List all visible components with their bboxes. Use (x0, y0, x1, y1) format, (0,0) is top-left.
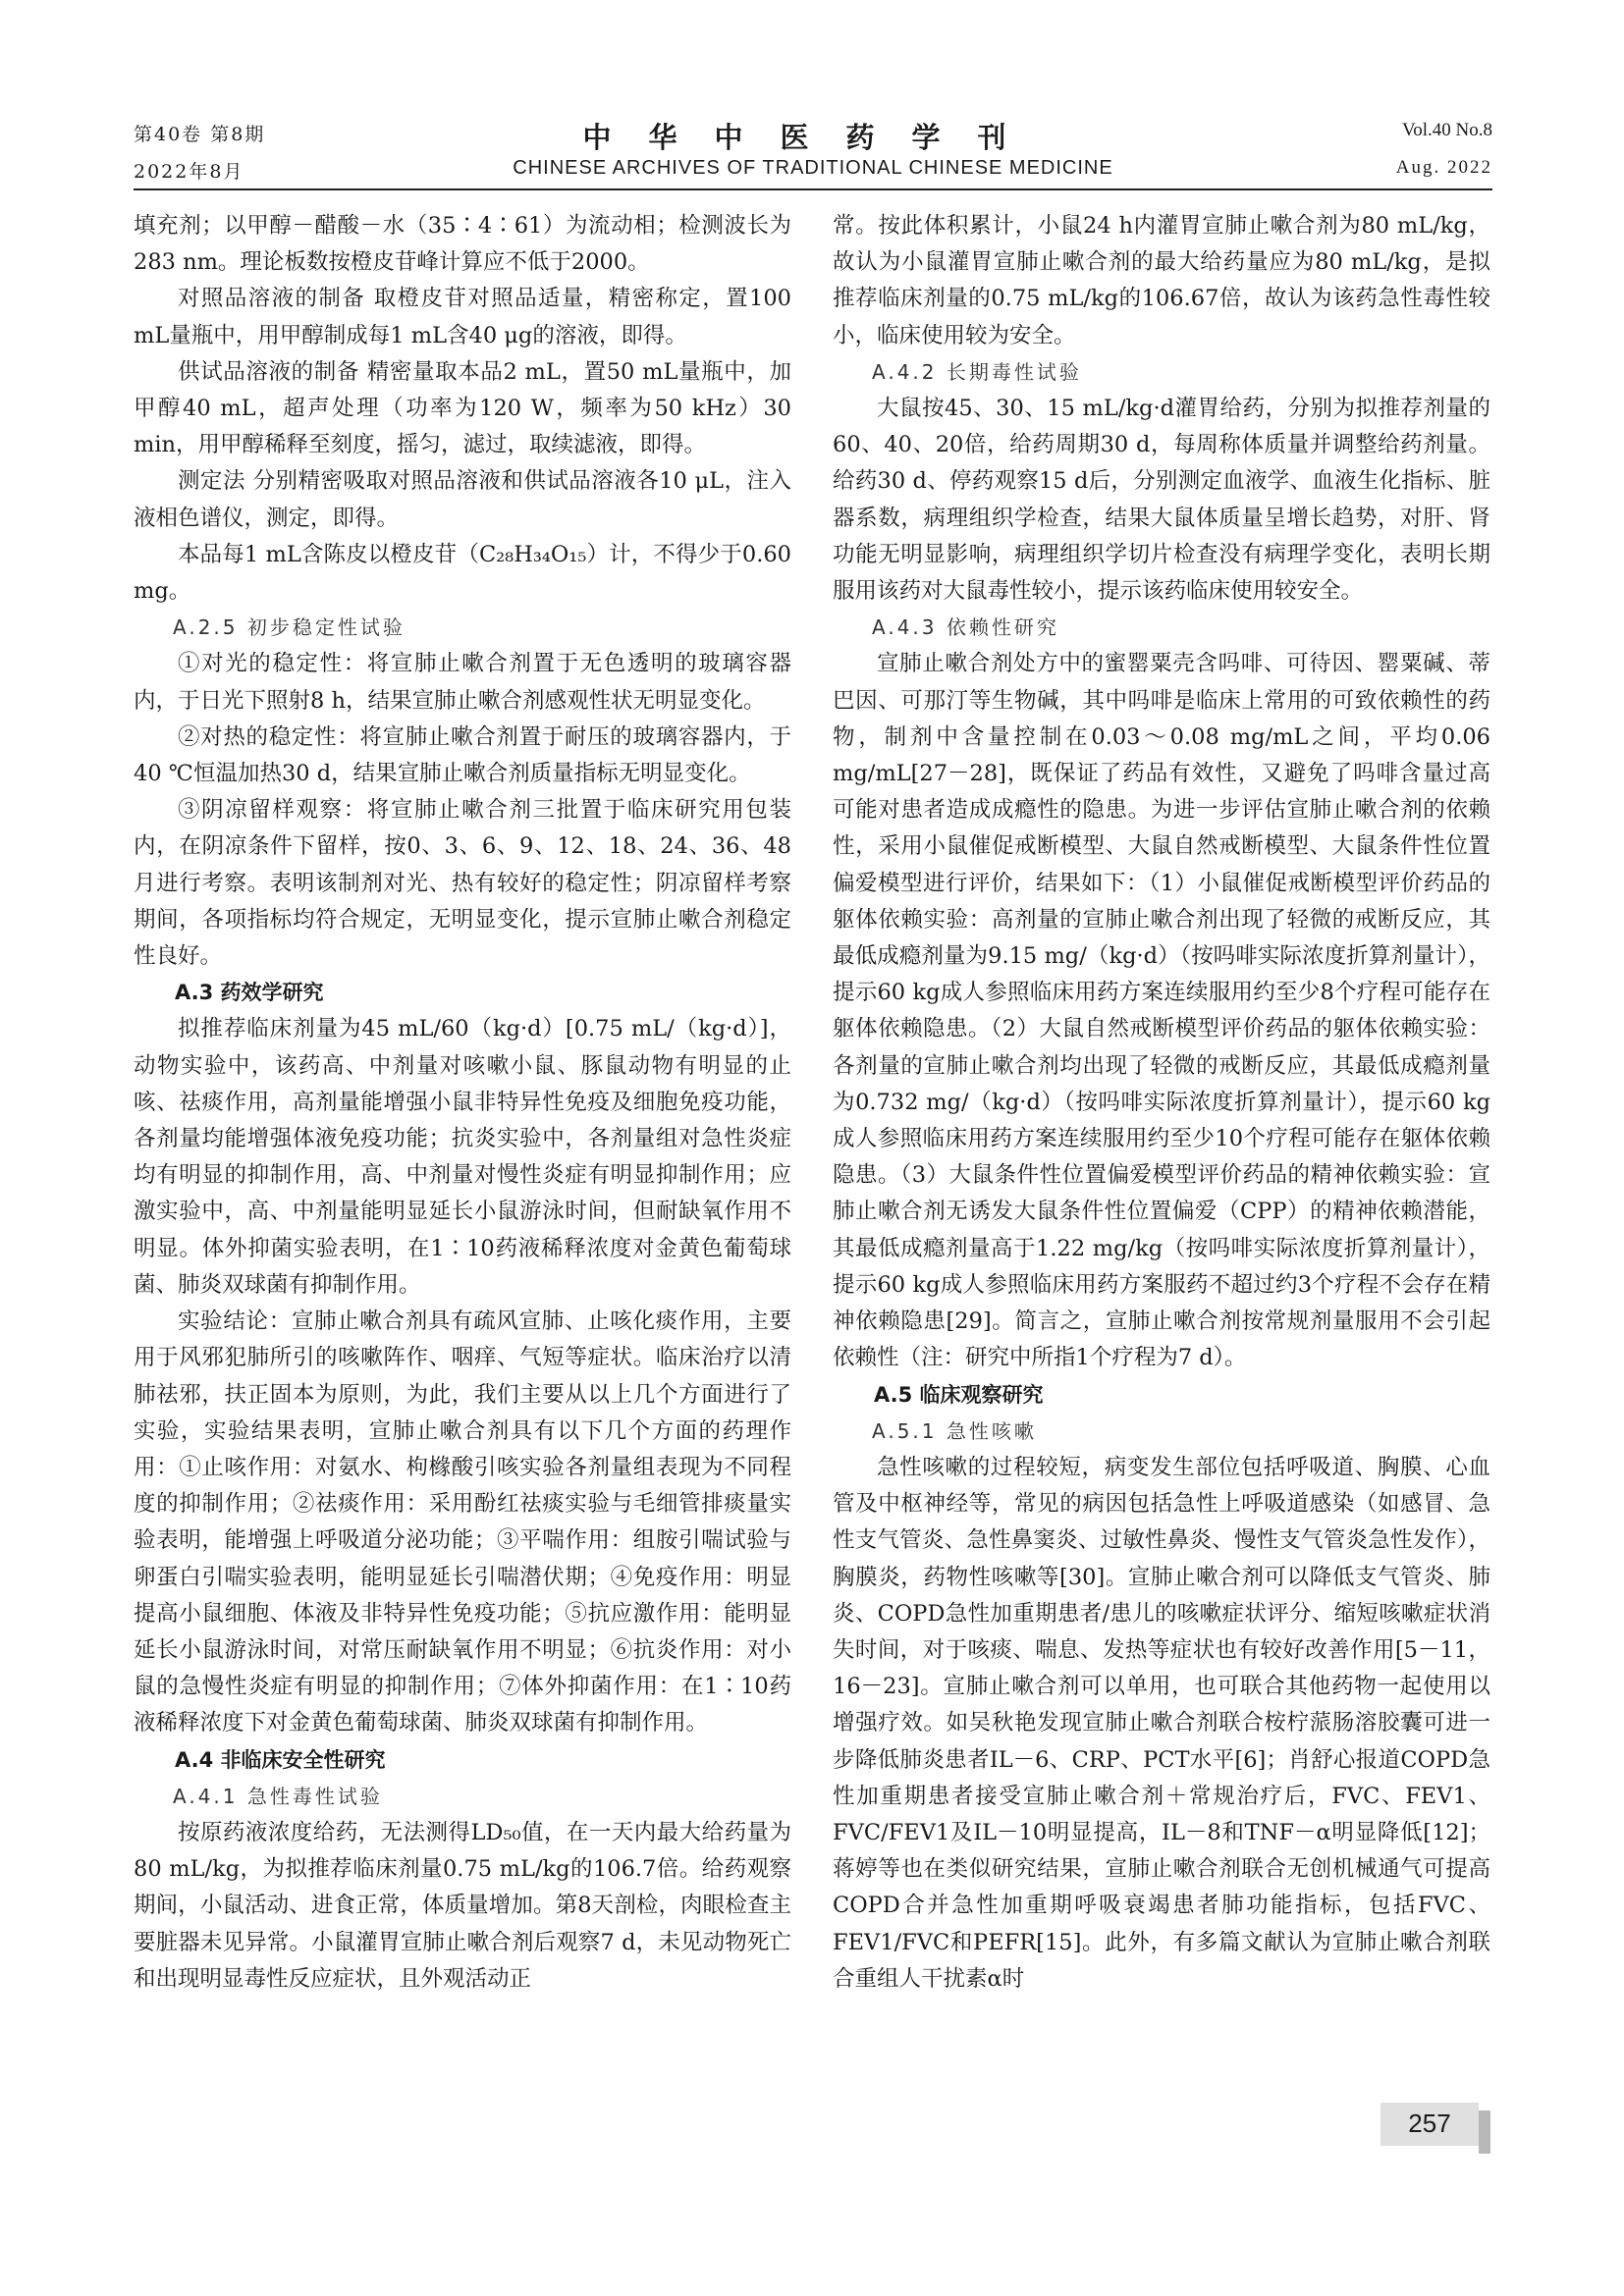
page-number-box (1380, 2103, 1479, 2146)
paragraph: 宣肺止嗽合剂处方中的蜜罂粟壳含吗啡、可待因、罂粟碱、蒂巴因、可那汀等生物碱，其中吗啡是临床上常用的可致依赖性的药物，制剂中含量控制在0.03～0.08 mg/mL之间，平均0.06 mg/mL[27－28]，既保证了药品有效性，又避免了吗啡含量过高可能对患者造成成瘾性的隐患。为进一步评估宣肺止嗽合剂的依赖性，采用小鼠催促戒断模型、大鼠自然戒断模型、大鼠条件性位置偏爱模型进行评价，结果如下：（1）小鼠催促戒断模型评价药品的躯体依赖实验：高剂量的宣肺止嗽合剂出现了轻微的戒断反应，其最低成瘾剂量为9.15 mg/（kg·d）（按吗啡实际浓度折算剂量计），提示60 kg成人参照临床用药方案连续服用约至少8个疗程可能存在躯体依赖隐患。（2）大鼠自然戒断模型评价药品的躯体依赖实验：各剂量的宣肺止嗽合剂均出现了轻微的戒断反应，其最低成瘾剂量为0.732 mg/（kg·d）（按吗啡实际浓度折算剂量计），提示60 kg成人参照临床用药方案连续服用约至少10个疗程可能存在躯体依赖隐患。（3）大鼠条件性位置偏爱模型评价药品的精神依赖实验：宣肺止嗽合剂无诱发大鼠条件性位置偏爱（CPP）的精神依赖潜能，其最低成瘾剂量高于1.22 mg/kg（按吗啡实际浓度折算剂量计），提示60 kg成人参照临床用药方案服药不超过约3个疗程不会存在精神依赖隐患[29]。简言之，宣肺止嗽合剂按常规剂量服用不会引起依赖性（注：研究中所指1个疗程为7 d）。 (833, 651, 1490, 1371)
paragraph: 大鼠按45、30、15 mL/kg·d灌胃给药，分别为拟推荐剂量的60、40、20倍，给药周期30 d，每周称体质量并调整给药剂量。给药30 d、停药观察15 d后，分别测定血液学、血液生化指标、脏器系数，病理组织学检查，结果大鼠体质量呈增长趋势，对肝、肾功能无明显影响，病理组织学切片检查没有病理学变化，表明长期服用该药对大鼠毒性较小，提示该药临床使用较安全。 (833, 396, 1490, 605)
page-number: 257 (1408, 2109, 1451, 2138)
subsection-heading: A.4.2 长期毒性试验 (872, 359, 1082, 384)
left-column (134, 208, 791, 1998)
section-heading: A.3 药效学研究 (175, 981, 324, 1005)
paragraph: 供试品溶液的制备 精密量取本品2 mL，置50 mL量瓶中，加甲醇40 mL，超声处理（功率为120 W，频率为50 kHz）30 min，用甲醇稀释至刻度，摇匀，滤过，取续滤液，即得。 (134, 358, 791, 458)
paragraph: ①对光的稳定性：将宣肺止嗽合剂置于无色透明的玻璃容器内，于日光下照射8 h，结果宣肺止嗽合剂感观性状无明显变化。 (134, 651, 791, 714)
subsection-heading: A.2.5 初步稳定性试验 (173, 615, 406, 640)
subsection-heading: A.5.1 急性咳嗽 (872, 1418, 1037, 1443)
subsection-heading: A.4.1 急性毒性试验 (173, 1784, 383, 1808)
volume-en: Vol.40 No.8 (1401, 120, 1492, 140)
paragraph: 急性咳嗽的过程较短，病变发生部位包括呼吸道、胸膜、心血管及中枢神经等，常见的病因包括急性上呼吸道感染（如感冒、急性支气管炎、急性鼻窦炎、过敏性鼻炎、慢性支气管炎急性发作），胸膜炎，药物性咳嗽等[30]。宣肺止嗽合剂可以降低支气管炎、肺炎、COPD急性加重期患者/患儿的咳嗽症状评分、缩短咳嗽症状消失时间，对于咳痰、喘息、发热等症状也有较好改善作用[5－11，16－23]。宣肺止嗽合剂可以单用，也可联合其他药物一起使用以增强疗效。如吴秋艳发现宣肺止嗽合剂联合桉柠蒎肠溶胶囊可进一步降低肺炎患者IL－6、CRP、PCT水平[6]；肖舒心报道COPD急性加重期患者接受宣肺止嗽合剂＋常规治疗后，FVC、FEV1、FVC/FEV1及IL－10明显提高，IL－8和TNF－α明显降低[12]；蒋婷等也在类似研究结果，宣肺止嗽合剂联合无创机械通气可提高COPD合并急性加重期呼吸衰竭患者肺功能指标，包括FVC、FEV1/FVC和PEFR[15]。此外，有多篇文献认为宣肺止嗽合剂联合重组人干扰素α时 (833, 1454, 1490, 1992)
right-column (833, 208, 1490, 1998)
section-heading: A.4 非临床安全性研究 (175, 1747, 386, 1772)
paragraph: 按原药液浓度给药，无法测得LD₅₀值，在一天内最大给药量为80 mL/kg，为拟推荐临床剂量0.75 mL/kg的106.7倍。给药观察期间，小鼠活动、进食正常，体质量增加。第8天剖检，肉眼检查主要脏器未见异常。小鼠灌胃宣肺止嗽合剂后观察7 d，未见动物死亡和出现明显毒性反应症状，且外观活动正 (134, 1819, 791, 1992)
paragraph: 测定法 分别精密吸取对照品溶液和供试品溶液各10 μL，注入液相色谱仪，测定，即得。 (134, 468, 791, 531)
paragraph: 实验结论：宣肺止嗽合剂具有疏风宣肺、止咳化痰作用，主要用于风邪犯肺所引的咳嗽阵作、咽痒、气短等症状。临床治疗以清肺祛邪，扶正固本为原则，为此，我们主要从以上几个方面进行了实验，实验结果表明，宣肺止嗽合剂具有以下几个方面的药理作用：①止咳作用：对氨水、枸橼酸引咳实验各剂量组表现为不同程度的抑制作用；②祛痰作用：采用酚红祛痰实验与毛细管排痰量实验表明，能增强上呼吸道分泌功能；③平喘作用：组胺引喘试验与卵蛋白引喘实验表明，能明显延长引喘潜伏期；④免疫作用：明显提高小鼠细胞、体液及非特异性免疫功能；⑤抗应激作用：能明显延长小鼠游泳时间，对常压耐缺氧作用不明显；⑥抗炎作用：对小鼠的急慢性炎症有明显的抑制作用；⑦体外抑菌作用：在1∶10药液稀释浓度下对金黄色葡萄球菌、肺炎双球菌有抑制作用。 (134, 1308, 791, 1736)
subsection-heading: A.4.3 依赖性研究 (872, 615, 1059, 640)
paragraph-continued: 填充剂；以甲醇－醋酸－水（35∶4∶61）为流动相；检测波长为283 nm。理论板数按橙皮苷峰计算应不低于2000。 (134, 213, 791, 276)
page-number-shadow (1479, 2110, 1490, 2154)
paragraph: ②对热的稳定性：将宣肺止嗽合剂置于耐压的玻璃容器内，于40 ℃恒温加热30 d，结果宣肺止嗽合剂质量指标无明显变化。 (134, 723, 791, 787)
paragraph: 对照品溶液的制备 取橙皮苷对照品适量，精密称定，置100 mL量瓶中，用甲醇制成每1 mL含40 μg的溶液，即得。 (134, 286, 791, 348)
paragraph: 本品每1 mL含陈皮以橙皮苷（C₂₈H₃₄O₁₅）计，不得少于0.60 mg。 (134, 541, 791, 605)
date-cn: 2022年8月 (134, 161, 244, 183)
date-en: Aug. 2022 (1395, 157, 1492, 178)
volume-issue: 第40卷 第8期 (134, 124, 266, 145)
paragraph-continued: 常。按此体积累计，小鼠24 h内灌胃宣肺止嗽合剂为80 mL/kg，故认为小鼠灌胃宣肺止嗽合剂的最大给药量应为80 mL/kg，是拟推荐临床剂量的0.75 mL/kg的106.67倍，故认为该药急性毒性较小，临床使用较为安全。 (833, 213, 1490, 348)
journal-title-cn: 中华中医药学刊 (582, 121, 1044, 154)
running-header (134, 116, 1492, 188)
section-heading: A.5 临床观察研究 (874, 1382, 1044, 1407)
paragraph: ③阴凉留样观察：将宣肺止嗽合剂三批置于临床研究用包装内，在阴凉条件下留样，按0、3、6、9、12、18、24、36、48月进行考察。表明该制剂对光、热有较好的稳定性；阴凉留样考察期间，各项指标均符合规定，无明显变化，提示宣肺止嗽合剂稳定性良好。 (134, 797, 791, 970)
journal-title-en: CHINESE ARCHIVES OF TRADITIONAL CHINESE MEDICINE (513, 157, 1113, 179)
header-rule (134, 188, 1492, 190)
paragraph: 拟推荐临床剂量为45 mL/60（kg·d）[0.75 mL/（kg·d）]，动物实验中，该药高、中剂量对咳嗽小鼠、豚鼠动物有明显的止咳、祛痰作用，高剂量能增强小鼠非特异性免疫及细胞免疫功能，各剂量均能增强体液免疫功能；抗炎实验中，各剂量组对急性炎症均有明显的抑制作用，高、中剂量对慢性炎症有明显抑制作用；应激实验中，高、中剂量能明显延长小鼠游泳时间，但耐缺氧作用不明显。体外抑菌实验表明，在1∶10药液稀释浓度对金黄色葡萄球菌、肺炎双球菌有抑制作用。 (134, 1016, 791, 1298)
